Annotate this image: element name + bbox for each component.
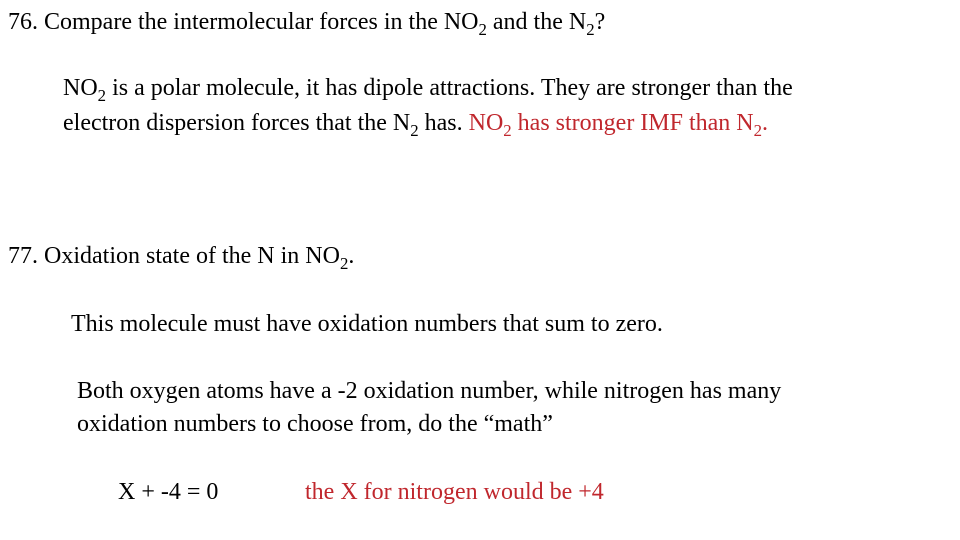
question-77-explanation-line-2: oxidation numbers to choose from, do the “math” (77, 411, 553, 437)
question-77-prompt: 77. Oxidation state of the N in $NO_2$. (8, 243, 355, 273)
question-77-rule: This molecule must have oxidation numbers that sum to zero. (71, 311, 663, 337)
question-76-prompt: 76. Compare the intermolecular forces in the $NO_2$ and the $N_2$? (8, 9, 606, 39)
question-76-answer-line-1: $NO_2$ is a polar molecule, it has dipole attractions. They are stronger than the (63, 75, 793, 105)
question-76-answer-line-2: electron dispersion forces that the $N_2$ has. $NO_2$ has stronger IMF than $N_2$. (63, 110, 769, 140)
question-77-equation: X + -4 = 0 (118, 479, 219, 505)
question-77-result: the X for nitrogen would be +4 (305, 479, 604, 505)
question-77-explanation-line-1: Both oxygen atoms have a -2 oxidation number, while nitrogen has many (77, 378, 782, 404)
answer-conclusion: $NO_2$ has stronger IMF than $N_2$. (468, 110, 769, 140)
